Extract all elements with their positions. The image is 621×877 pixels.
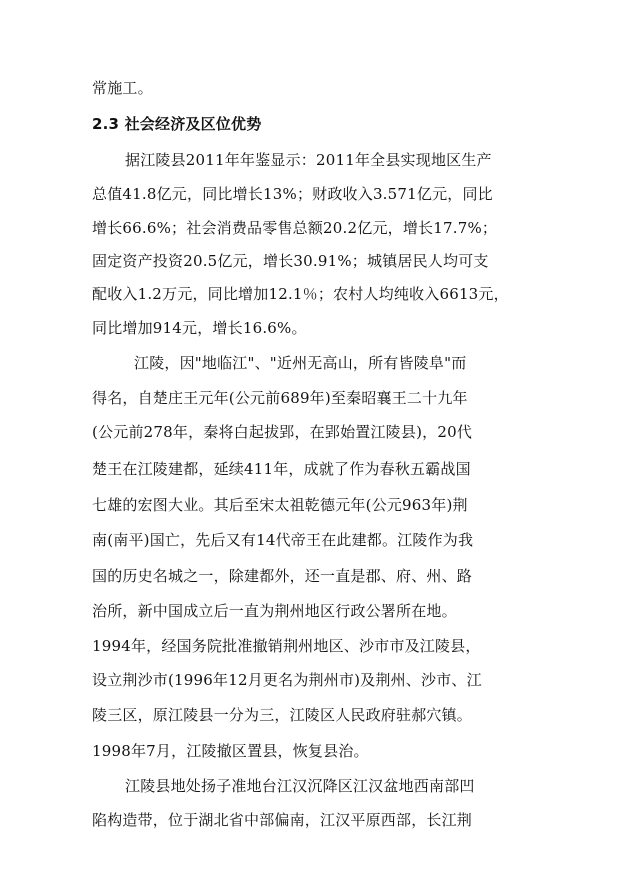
paragraph-line: 据江陵县2011年年鉴显示：2011年全县实现地区生产 <box>125 151 492 169</box>
section-heading: 2.3 社会经济及区位优势 <box>92 115 262 133</box>
paragraph-line: 同比增加914元，增长16.6%。 <box>92 319 307 337</box>
paragraph-line: 七雄的宏图大业。其后至宋太祖乾德元年(公元963年)荆 <box>92 496 468 514</box>
paragraph-line: 得名，自楚庄王元年(公元前689年)至秦昭襄王二十九年 <box>92 389 468 407</box>
continuation-text: 常施工。 <box>92 79 153 97</box>
paragraph-line: 1998年7月，江陵撤区置县，恢复县治。 <box>92 742 369 760</box>
paragraph-line: 南(南平)国亡，先后又有14代帝王在此建都。江陵作为我 <box>92 531 474 549</box>
paragraph-line: (公元前278年，秦将白起拔郢，在郢始置江陵县)，20代 <box>92 423 473 441</box>
paragraph-line: 增长66.6%；社会消费品零售总额20.2亿元，增长17.7%； <box>92 219 498 237</box>
paragraph-line: 1994年，经国务院批准撤销荆州地区、沙市市及江陵县， <box>92 637 481 655</box>
paragraph-line: 治所，新中国成立后一直为荆州地区行政公署所在地。 <box>92 602 457 620</box>
paragraph-line: 固定资产投资20.5亿元，增长30.91%；城镇居民人均可支 <box>92 252 489 270</box>
paragraph-line: 国的历史名城之一，除建都外，还一直是郡、府、州、路 <box>92 567 473 585</box>
paragraph-line: 江陵，因"地临江"、"近州无高山，所有皆陵阜"而 <box>134 354 467 372</box>
paragraph-line: 江陵县地处扬子准地台江汉沉降区江汉盆地西南部凹 <box>125 777 475 795</box>
paragraph-line: 陷构造带，位于湖北省中部偏南，江汉平原西部，长江荆 <box>92 811 473 829</box>
paragraph-line: 陵三区，原江陵县一分为三，江陵区人民政府驻郝穴镇。 <box>92 706 473 724</box>
paragraph-line: 设立荆沙市(1996年12月更名为荆州市)及荆州、沙市、江 <box>92 671 482 689</box>
paragraph-line: 楚王在江陵建都，延续411年，成就了作为春秋五霸战国 <box>92 460 471 478</box>
paragraph-line: 总值41.8亿元，同比增长13%；财政收入3.571亿元，同比 <box>92 185 493 203</box>
paragraph-line: 配收入1.2万元，同比增加12.1％；农村人均纯收入6613元， <box>92 285 509 303</box>
